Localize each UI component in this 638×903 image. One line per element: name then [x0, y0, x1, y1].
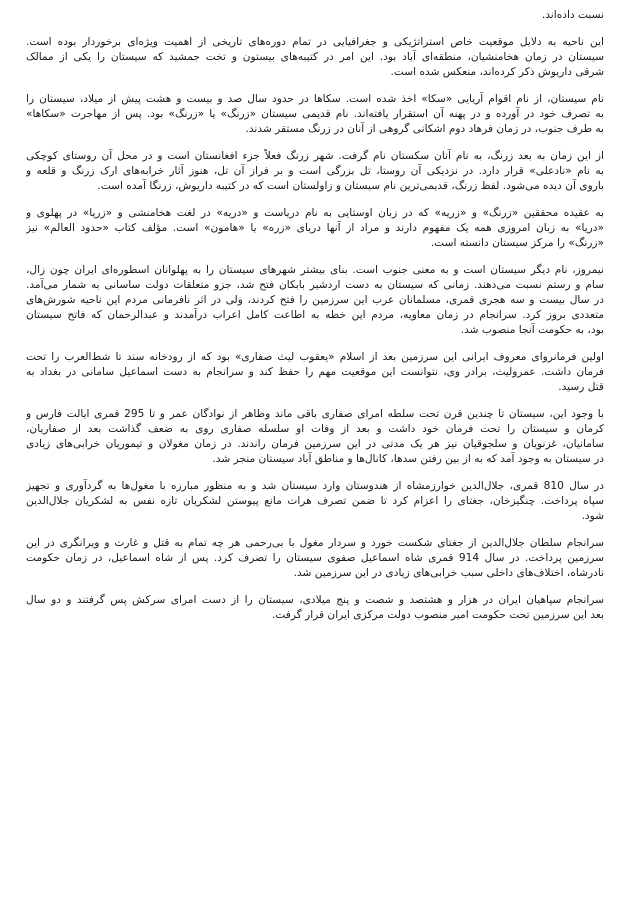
text-line: سامانیان، غزنویان و سلجوقیان نیز هر یک مدتی در این سرزمین فرمان راندند. در زمان مغولان و تیموریان خرابی‌های زیادی — [26, 438, 604, 450]
text-line: به تصرف خود در آورده و در پهنه آن استقرار یافته‌اند. نام قدیمی سیستان «زرنگ» یا «زرنگ» بود. پس از مهاجرت «سکاها» — [26, 108, 604, 120]
text-line: به نام «نادعلی» قرار دارد. در نزدیکی آن روستا، تل بزرگی است و بر فراز آن تل، هنوز آثار خرابه‌های ارک زرنگ و قلعه و — [26, 165, 604, 177]
text-line: از این زمان به بعد زرنگ، به نام آنان سکستان نام گرفت. شهر زرنگ فعلاً جزء افغانستان است و در محل آن روستای کوچکی — [26, 150, 604, 162]
text-line: در سال 810 قمری، جلال‌الدین خوارزمشاه از هندوستان وارد سیستان شد و به منظور مبارزه با مغول‌ها به گردآوری و تجهیز — [26, 480, 604, 492]
text-line: شود. — [581, 510, 604, 522]
text-line: در سیستان به وجود آمد که به از بین رفتن سدها، کانال‌ها و مناطق آباد سیستان منجر شد. — [212, 453, 604, 465]
text-line: سرزمین پرداخت. در سال 914 قمری شاه اسماعیل صفوی سیستان را تصرف کرد. پس از شاه اسماعیل، در زمان حکومت — [26, 552, 604, 564]
text-line: باروی آن دیده می‌شود. لفظ زرنگ، قدیمی‌ترین نام سیستان و زاولستان است که در کتیبه داریوش، زرنگا آمده است. — [97, 180, 604, 192]
text-line: نادرشاه، اختلاف‌های داخلی سبب خرابی‌های زیادی در این سرزمین شد. — [293, 567, 604, 579]
text-line: اولین فرمانروای معروف ایرانی این سرزمین بعد از اسلام «یعقوب لیث صفاری» بود که از رودخانه سند تا شط‌العرب را تحت — [26, 351, 604, 363]
text-line: «زرنگ» را مرکز سیستان دانسته است. — [430, 237, 604, 249]
paragraph-5 — [26, 263, 604, 338]
text-line: بعد این سرزمین تحت حکومت امیر منصوب دولت مرکزی ایران قرار گرفت. — [271, 609, 604, 621]
text-line: قتل رسید. — [558, 381, 604, 393]
text-line: نیمروز، نام دیگر سیستان است و به معنی جنوب است. بنای بیشتر شهرهای سیستان را به پهلوانان اسطوره‌ای ایران چون زال، — [26, 264, 604, 276]
paragraph-10 — [26, 593, 604, 623]
text-line: کرمان و سیستان را تحت فرمان خود داشت و بعد از وفات او سلسله صفاری روی به ضعف گذاشت بعد از صفاریان، — [26, 423, 604, 435]
text-line: در سال بیست و سه هجری قمری، مسلمانان عرب این سرزمین را فتح کردند، ولی در اثر نافرمانی مردم این ناحیه شورش‌های — [26, 294, 604, 306]
paragraph-3 — [26, 149, 604, 194]
text-line: «دریا» به زبان امروزی همه یک مفهوم دارند و مراد از آنها دریای «زره» یا «هامون» است. مؤلف کتاب «حدود العالم» نیز — [26, 222, 604, 234]
paragraph-9 — [26, 536, 604, 581]
text-line: نسبت داده‌اند. — [541, 9, 604, 21]
text-line: فرمان داشت. عمرولیث، برادر وی، نتوانست این موقعیت مهم را حفظ کند و سرانجام به دست اسماعیل سامانی در بغداد به — [26, 366, 604, 378]
text-line: شرقی داریوش ذکر کرده‌اند، منعکس شده است. — [390, 66, 604, 78]
text-line: سپاه پرداخت. چنگیزخان، جغتای را اعزام کرد تا ضمن تصرف هرات مانع پیوستن لشکریان تازه نفس به لشکریان جلال‌الدین — [26, 495, 604, 507]
text-line: بود، به حکومت آنجا منصوب شد. — [460, 324, 604, 336]
paragraph-6 — [26, 350, 604, 395]
text-line: سرانجام سلطان جلال‌الدین از جغتای شکست خورد و سردار مغول با بی‌رحمی هر چه تمام به قتل و غارت و ویرانگری در این — [26, 537, 604, 549]
paragraph-7 — [26, 407, 604, 467]
text-line: نام سیستان، از نام اقوام آریایی «سکا» اخذ شده است. سکاها در حدود سال صد و بیست و هشت پیش از میلاد، سیستان را — [26, 93, 604, 105]
text-line: متعددی بروز کرد. سرانجام در زمان معاویه، مردم این خطه به اطاعت کامل اعراب درآمدند و عبدالرحمان که فاتح سیستان — [26, 309, 604, 321]
text-line: این ناحیه به دلایل موقعیت خاص استراتژیکی و جغرافیایی در تمام دوره‌های تاریخی از اهمیت ویژه‌ای برخوردار بوده است. — [26, 36, 604, 48]
paragraph-8 — [26, 479, 604, 524]
paragraph-4 — [26, 206, 604, 251]
text-line: سیستان در زمان هخامنشیان، منطقه‌ای آباد بود. این امر در کتیبه‌های بیستون و تخت جمشید که سیستان را یکی از ممالک — [26, 51, 604, 63]
text-line: با وجود این، سیستان تا چندین قرن تحت سلطه امرای صفاری باقی ماند وطاهر از نوادگان عمر و تا 295 قمری ایالت فارس و — [26, 408, 604, 420]
paragraph-0 — [26, 8, 604, 23]
text-line: سام و رستم نسبت می‌دهند. زمانی که سیستان به دست اردشیر بابکان فتح شد، جزو متعلقات دولت ساسانی به شمار می‌آمد. — [26, 279, 604, 291]
paragraph-1 — [26, 35, 604, 80]
text-line: سرانجام سپاهیان ایران در هزار و هشتصد و شصت و پنج میلادی، سیستان را از دست امرای سرکش پس گرفتند و دو سال — [26, 594, 604, 606]
text-line: به طرف جنوب، در زمان فرهاد دوم اشکانی گروهی از آنان در زرنگ مستقر شدند. — [245, 123, 604, 135]
paragraph-2 — [26, 92, 604, 137]
text-line: به عقیده محققین «زرنگ» و «زریه» که در زبان اوستایی به نام دریاست و «دریه» در لغت هخامنشی و «زریا» در پهلوی و — [26, 207, 604, 219]
